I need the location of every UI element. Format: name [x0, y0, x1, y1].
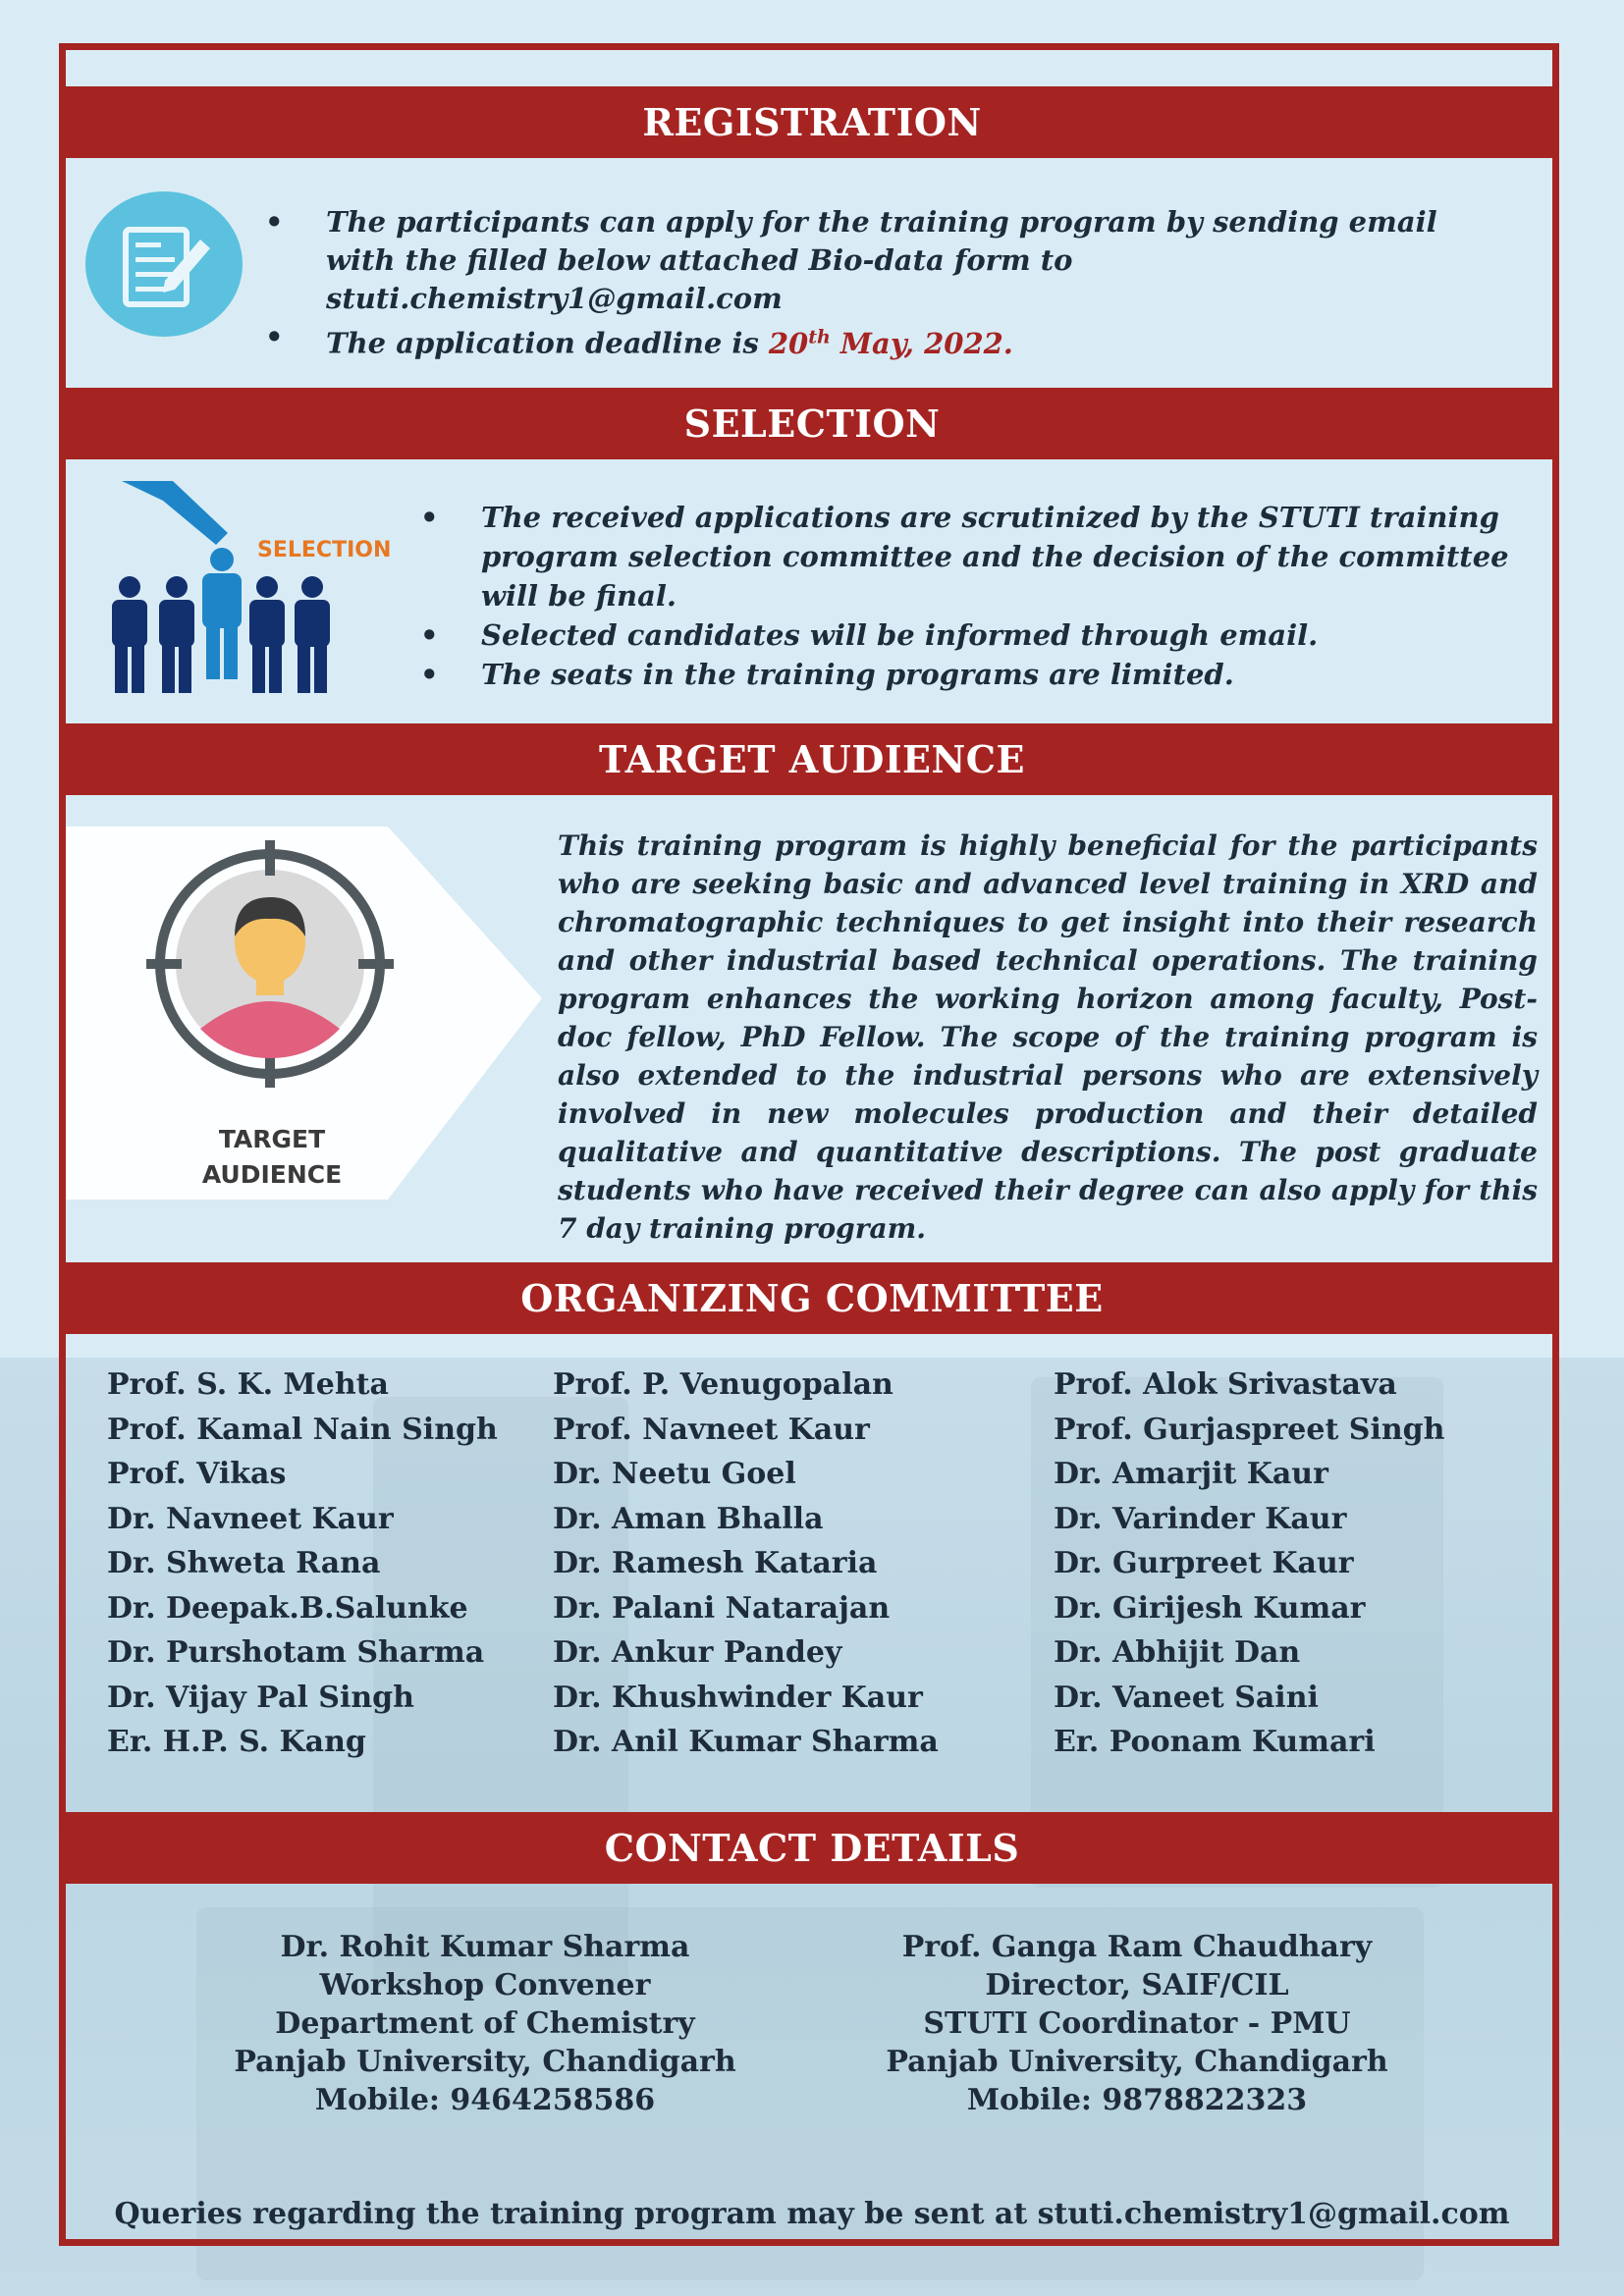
- contact-role: Director, SAIF/CIL: [985, 1968, 1289, 2002]
- selection-bullet-email: • Selected candidates will be informed through email.: [420, 615, 1549, 655]
- committee-member: Dr. Vaneet Saini: [1054, 1680, 1319, 1715]
- committee-member: Dr. Khushwinder Kaur: [553, 1680, 923, 1715]
- contact-mobile: Mobile: 9878822323: [966, 2083, 1308, 2117]
- contact-department: Department of Chemistry: [275, 2006, 695, 2041]
- target-audience-text: This training program is highly beneficial for the participants who are seeking basic and advanced level training in XRD and chromatographic techniques to get insight into their research and other industrial based technical operations. The training program enhances the working horizon among faculty, Post-doc fellow, PhD Fellow. The scope of the training program is also extended to the industrial persons who are extensively involved in new molecules production and their detailed qualitative and quantitative descriptions. The post graduate students who have received their degree can also apply for this 7 day training program.: [558, 829, 1538, 1245]
- committee-member: Dr. Varinder Kaur: [1054, 1501, 1347, 1536]
- registration-bullet-apply: • The participants can apply for the training program by sending email with the filled below attached Bio-data form to stuti.chemistry1@gmail.com: [265, 203, 1502, 318]
- deadline-day-suffix: th: [808, 326, 831, 347]
- committee-header: [66, 1262, 1558, 1334]
- selection-people-icon: [102, 479, 397, 695]
- target-icon-label-line1: TARGET: [218, 1125, 326, 1153]
- committee-member: Prof. Gurjaspreet Singh: [1054, 1412, 1445, 1447]
- contact-title: CONTACT DETAILS: [604, 1826, 1020, 1870]
- target-audience-header: [66, 723, 1558, 795]
- contact-name: Dr. Rohit Kumar Sharma: [280, 1930, 690, 1964]
- committee-member: Er. Poonam Kumari: [1054, 1725, 1376, 1759]
- committee-member: Prof. S. K. Mehta: [107, 1367, 389, 1402]
- committee-member: Er. H.P. S. Kang: [107, 1725, 366, 1759]
- contact-university: Panjab University, Chandigarh: [886, 2045, 1388, 2079]
- committee-member: Dr. Ramesh Kataria: [553, 1546, 878, 1580]
- committee-column-2: [553, 1362, 939, 1765]
- committee-member: Dr. Abhijit Dan: [1054, 1635, 1301, 1670]
- committee-member: Dr. Neetu Goel: [553, 1457, 796, 1491]
- committee-member: Prof. Vikas: [107, 1457, 287, 1491]
- registration-bullets: [265, 203, 1502, 363]
- selection-title: SELECTION: [683, 401, 941, 446]
- committee-member: Dr. Aman Bhalla: [553, 1501, 824, 1536]
- target-audience-title: TARGET AUDIENCE: [599, 737, 1025, 781]
- deadline-month-year: May, 2022.: [830, 326, 1013, 360]
- committee-member: Dr. Shweta Rana: [107, 1546, 381, 1580]
- contact-header: [66, 1812, 1558, 1884]
- committee-member: Dr. Palani Natarajan: [553, 1590, 891, 1626]
- committee-member: Dr. Deepak.B.Salunke: [107, 1590, 468, 1626]
- contact-director: [882, 1928, 1392, 2119]
- selection-bullet-scrutiny: • The received applications are scrutinized by the STUTI training program selection committee and the decision of the committee will be final.: [420, 498, 1549, 615]
- selection-bullet-seats: • The seats in the training programs are limited.: [420, 655, 1549, 694]
- deadline-prefix: The application deadline is: [326, 326, 769, 360]
- deadline-day: 20: [768, 326, 809, 360]
- committee-member: Dr. Navneet Kaur: [107, 1501, 394, 1536]
- contact-university: Panjab University, Chandigarh: [234, 2045, 736, 2079]
- selection-icon-label: SELECTION: [257, 538, 392, 562]
- target-icon-label-line2: AUDIENCE: [201, 1160, 343, 1189]
- committee-member: Prof. Kamal Nain Singh: [107, 1412, 498, 1447]
- committee-member: Prof. P. Venugopalan: [553, 1367, 893, 1402]
- committee-member: Dr. Gurpreet Kaur: [1054, 1546, 1354, 1580]
- contact-mobile: Mobile: 9464258586: [314, 2083, 656, 2117]
- committee-column-3: [1054, 1362, 1444, 1765]
- committee-member: Dr. Purshotam Sharma: [107, 1635, 485, 1670]
- registration-header: [66, 86, 1558, 158]
- committee-member: Prof. Navneet Kaur: [553, 1412, 870, 1447]
- registration-bullet-deadline: [265, 318, 1502, 363]
- contact-coordinator: STUTI Coordinator - PMU: [923, 2006, 1351, 2041]
- selection-bullets: [420, 498, 1549, 694]
- form-edit-icon: [84, 190, 244, 338]
- committee-column-1: [107, 1362, 498, 1765]
- committee-member: Dr. Ankur Pandey: [553, 1635, 842, 1670]
- committee-title: ORGANIZING COMMITTEE: [520, 1276, 1104, 1320]
- selection-header: [66, 388, 1558, 459]
- target-icon-label: [154, 1122, 390, 1193]
- contact-role: Workshop Convener: [319, 1968, 651, 2002]
- committee-member: Prof. Alok Srivastava: [1054, 1367, 1397, 1402]
- committee-member: Dr. Girijesh Kumar: [1054, 1590, 1366, 1626]
- contact-name: Prof. Ganga Ram Chaudhary: [901, 1930, 1373, 1964]
- queries-note: Queries regarding the training program may be sent at stuti.chemistry1@gmail.com: [114, 2197, 1510, 2231]
- registration-title: REGISTRATION: [642, 100, 982, 144]
- contact-convener: [230, 1928, 740, 2119]
- committee-member: Dr. Vijay Pal Singh: [107, 1680, 414, 1715]
- committee-member: Dr. Amarjit Kaur: [1054, 1457, 1328, 1491]
- deadline-date: [769, 327, 1013, 360]
- committee-member: Dr. Anil Kumar Sharma: [553, 1725, 939, 1759]
